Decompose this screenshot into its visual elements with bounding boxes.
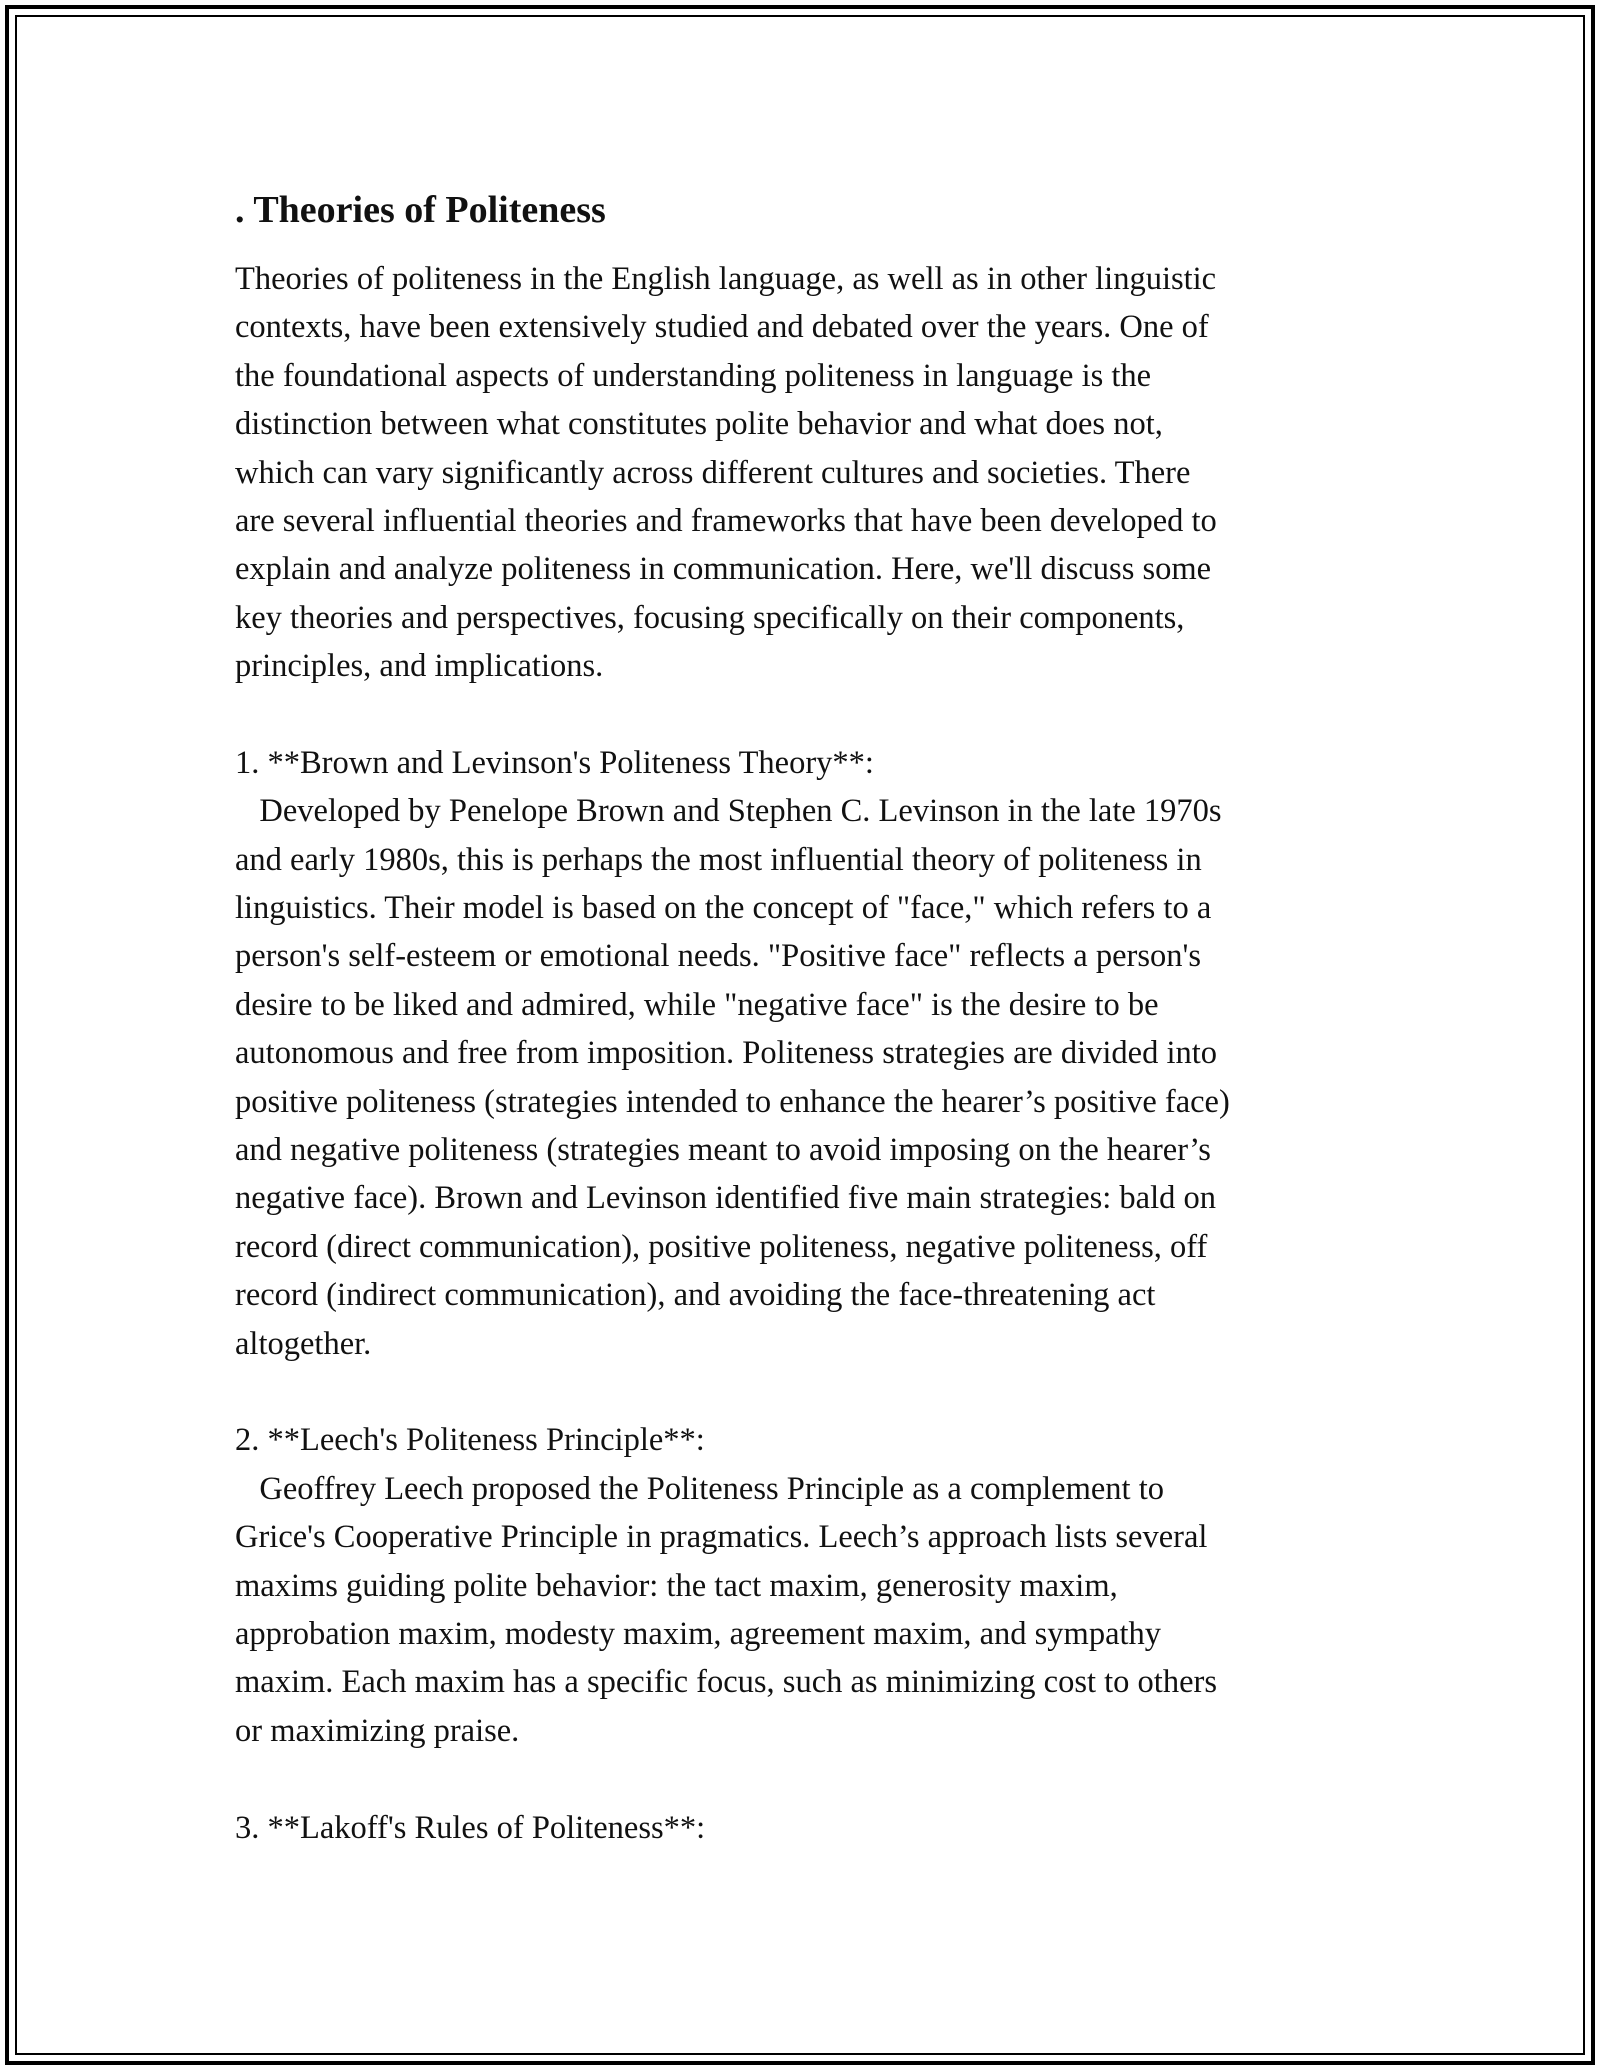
text-line: record (direct communication), positive politeness, negative politeness, off (235, 1228, 1208, 1265)
section-lakoff (235, 1755, 1375, 1852)
section-brown-levinson (235, 691, 1375, 1368)
text-line: and early 1980s, this is perhaps the most influential theory of politeness in (235, 841, 1202, 878)
paragraph-gap (235, 1755, 1375, 1803)
text-line: distinction between what constitutes polite behavior and what does not, (235, 406, 1163, 443)
text-line: explain and analyze politeness in communication. Here, we'll discuss some (235, 551, 1212, 588)
text-line: Geoffrey Leech proposed the Politeness Principle as a complement to (235, 1470, 1164, 1507)
text-line: Theories of politeness in the English language, as well as in other linguistic (235, 261, 1217, 297)
text-line: altogether. (235, 1325, 372, 1362)
document-body (235, 185, 1375, 1852)
text-line: contexts, have been extensively studied and debated over the years. One of (235, 309, 1209, 346)
page-title: . Theories of Politeness (235, 189, 606, 231)
text-line: approbation maxim, modesty maxim, agreement maxim, and sympathy (235, 1615, 1162, 1652)
section-heading: 1. **Brown and Levinson's Politeness Theory**: (235, 744, 874, 781)
text-line: which can vary significantly across different cultures and societies. There (235, 454, 1191, 491)
text-line: record (indirect communication), and avoiding the face-threatening act (235, 1277, 1156, 1314)
paragraph-gap (235, 1368, 1375, 1416)
text-line: linguistics. Their model is based on the concept of "face," which refers to a (235, 890, 1212, 927)
text-line: key theories and perspectives, focusing specifically on their components, (235, 599, 1185, 636)
text-line: autonomous and free from imposition. Politeness strategies are divided into (235, 1035, 1218, 1072)
text-line: are several influential theories and frameworks that have been developed to (235, 502, 1217, 539)
text-line: or maximizing praise. (235, 1712, 520, 1749)
text-line: positive politeness (strategies intended to enhance the hearer’s positive face) (235, 1083, 1230, 1120)
text-line: maxim. Each maxim has a specific focus, such as minimizing cost to others (235, 1664, 1217, 1701)
text-line: and negative politeness (strategies meant to avoid imposing on the hearer’s (235, 1132, 1211, 1169)
intro-paragraph (235, 255, 1375, 691)
text-line: Grice's Cooperative Principle in pragmatics. Leech’s approach lists several (235, 1519, 1208, 1556)
text-line: negative face). Brown and Levinson identified five main strategies: bald on (235, 1180, 1216, 1217)
text-line: principles, and implications. (235, 648, 604, 685)
section-heading: 3. **Lakoff's Rules of Politeness**: (235, 1809, 706, 1846)
text-line: person's self-esteem or emotional needs. "Positive face" reflects a person's (235, 938, 1201, 975)
text-line: desire to be liked and admired, while "negative face" is the desire to be (235, 986, 1159, 1023)
text-line: Developed by Penelope Brown and Stephen C. Levinson in the late 1970s (235, 793, 1222, 830)
section-heading: 2. **Leech's Politeness Principle**: (235, 1422, 705, 1459)
section-leech (235, 1368, 1375, 1755)
paragraph-gap (235, 691, 1375, 739)
text-line: maxims guiding polite behavior: the tact maxim, generosity maxim, (235, 1567, 1118, 1604)
text-line: the foundational aspects of understanding politeness in language is the (235, 357, 1152, 394)
